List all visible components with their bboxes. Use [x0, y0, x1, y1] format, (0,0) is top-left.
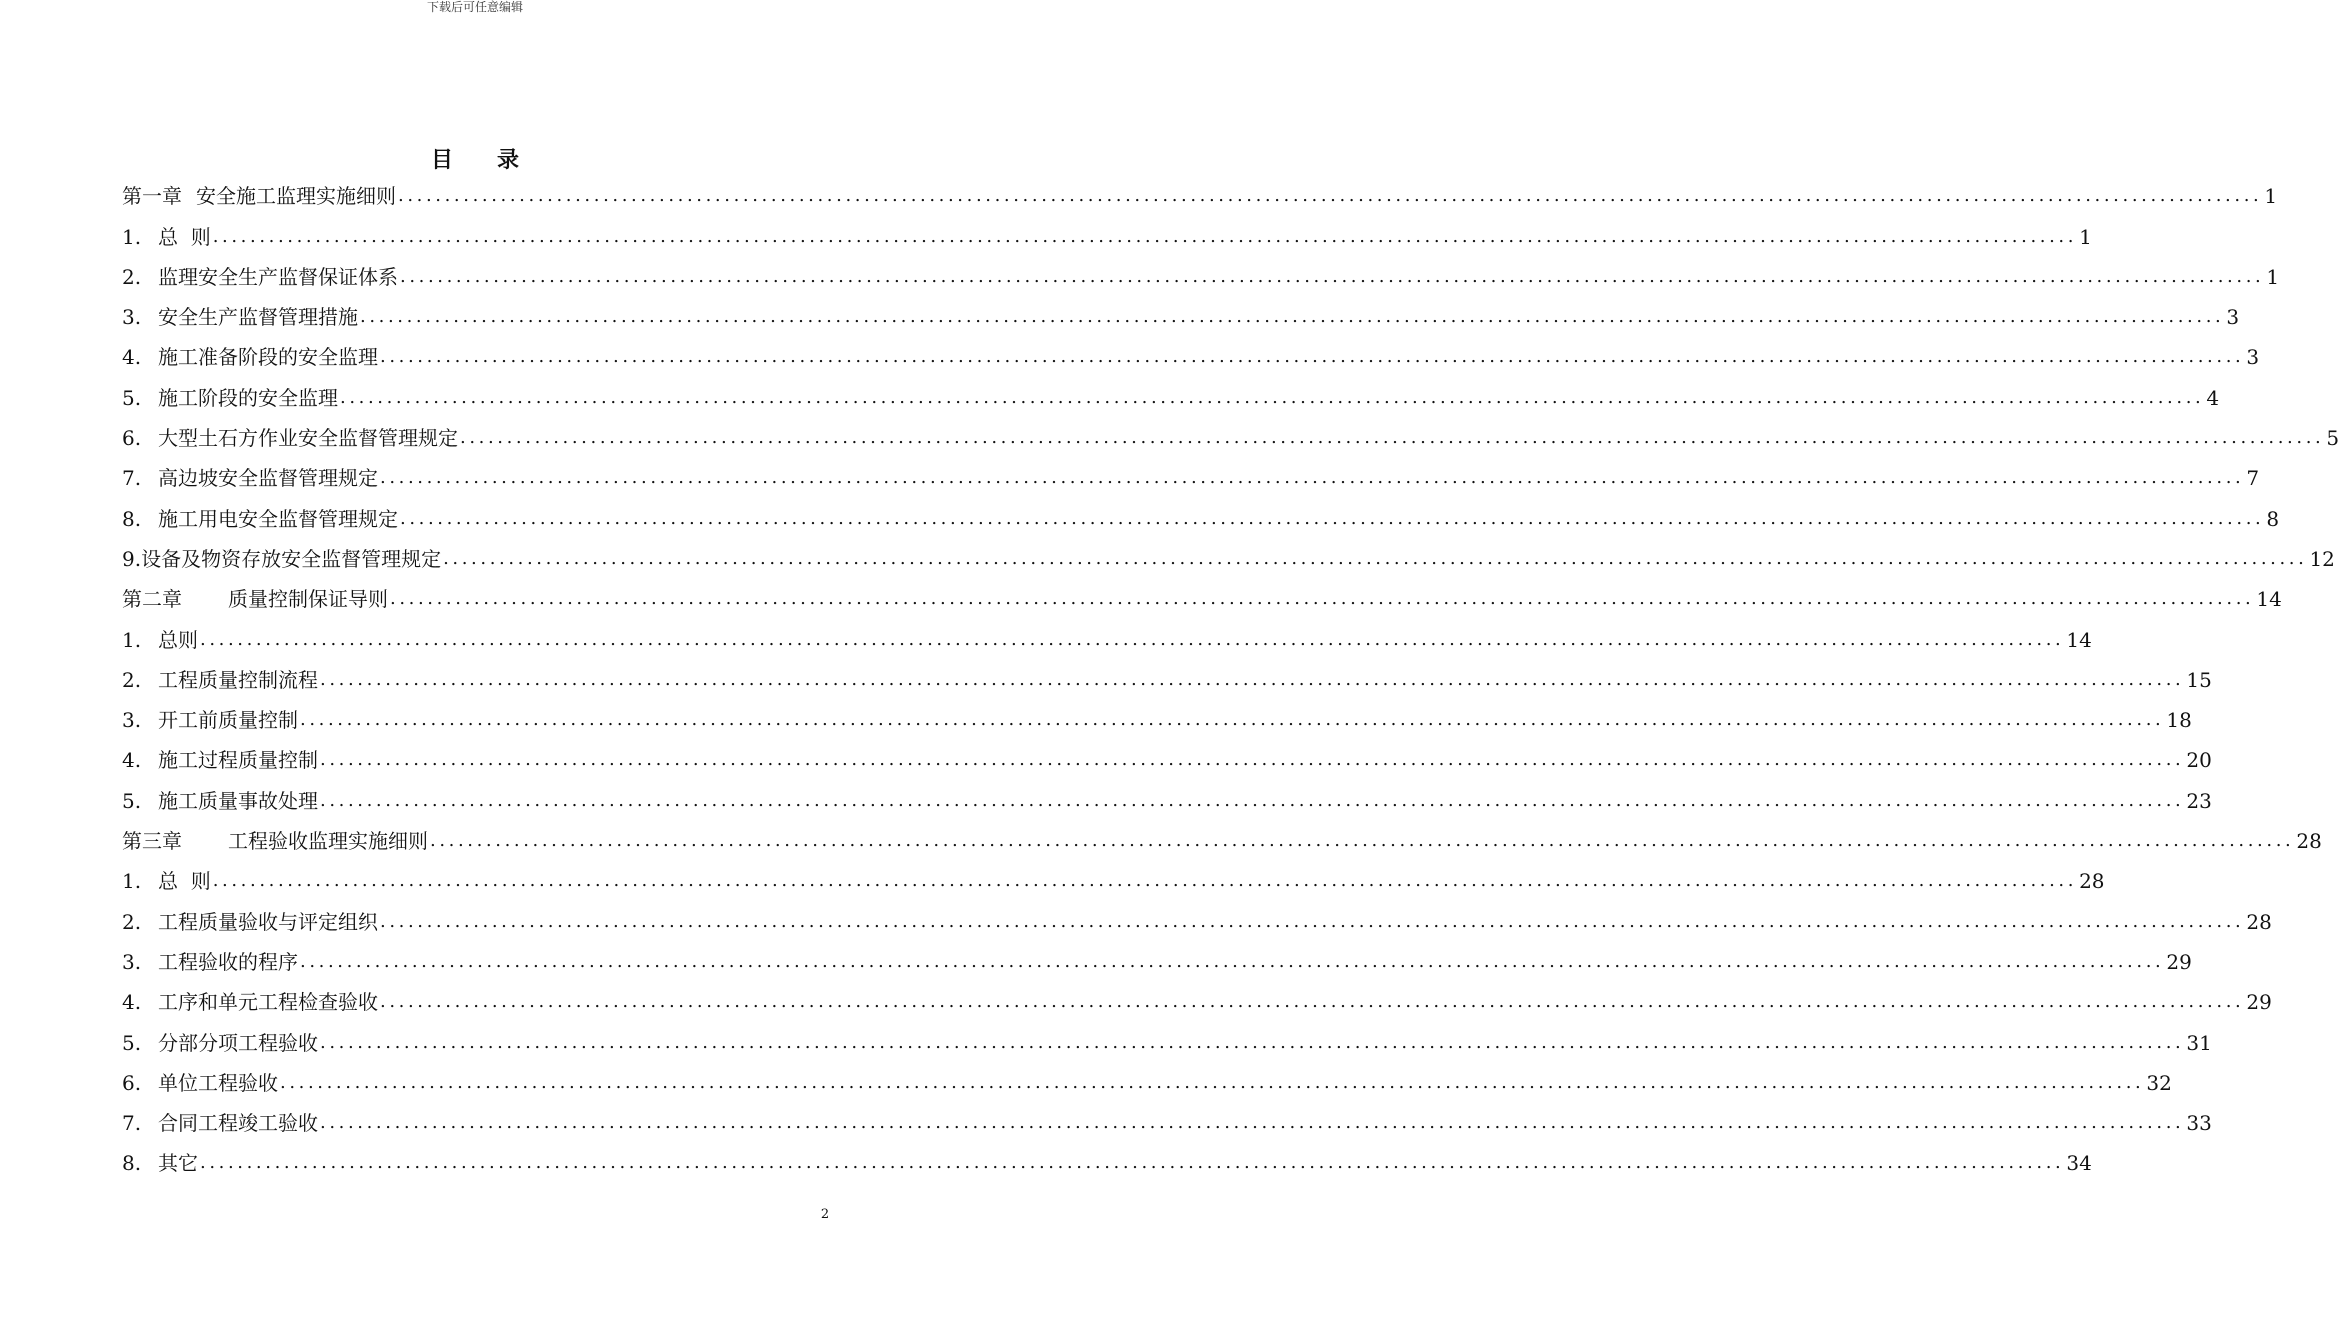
- toc-item-entry[interactable]: [122, 982, 2272, 1022]
- toc-page-number: 7: [2246, 466, 2260, 491]
- toc-dot-leader: ........................................................................................................................................................................................................: [443, 547, 2308, 569]
- toc-item-entry[interactable]: [122, 700, 2192, 740]
- toc-chapter-entry[interactable]: [122, 176, 2278, 216]
- toc-item-entry[interactable]: [122, 498, 2280, 538]
- toc-page-number: 31: [2186, 1030, 2212, 1055]
- toc-dot-leader: ........................................................................................................................................................................................................: [430, 830, 2295, 852]
- toc-page-number: 28: [2079, 869, 2105, 894]
- toc-entry-text: 合同工程竣工验收: [158, 1111, 318, 1136]
- toc-entry-label: [122, 1143, 198, 1183]
- toc-entry-text: 施工过程质量控制: [158, 748, 318, 773]
- toc-item-entry[interactable]: [122, 418, 2339, 458]
- toc-item-entry[interactable]: [122, 458, 2260, 498]
- toc-dot-leader: ........................................................................................................................................................................................................: [300, 950, 2165, 972]
- toc-entry-label: [122, 458, 378, 498]
- toc-chapter-number: 第一章: [122, 184, 182, 209]
- toc-item-entry[interactable]: [122, 740, 2212, 780]
- toc-entry-label: [122, 1063, 278, 1103]
- toc-item-entry[interactable]: [122, 1022, 2212, 1062]
- toc-entry-text: 工序和单元工程检查验收: [158, 990, 378, 1015]
- toc-entry-number: 5.: [122, 788, 142, 813]
- toc-title: [0, 143, 950, 174]
- toc-entry-label: [122, 297, 358, 337]
- toc-page-number: 18: [2166, 708, 2192, 733]
- toc-entry-text: 单位工程验收: [158, 1070, 278, 1095]
- toc-entry-label: [122, 620, 198, 660]
- toc-entry-number: 4.: [122, 748, 142, 773]
- toc-entry-number: 8.: [122, 506, 142, 531]
- toc-entry-text: 高边坡安全监督管理规定: [158, 466, 378, 491]
- toc-page-number: 29: [2246, 990, 2272, 1015]
- toc-entry-label: [122, 539, 441, 579]
- toc-entry-text: 工程质量验收与评定组织: [158, 909, 378, 934]
- toc-entry-label: [122, 942, 298, 982]
- toc-entry-number: 3.: [122, 708, 142, 733]
- toc-dot-leader: ........................................................................................................................................................................................................: [460, 427, 2325, 449]
- toc-entry-label: [122, 781, 318, 821]
- toc-entry-text: 监理安全生产监督保证体系: [158, 264, 398, 289]
- page-number: 2: [820, 1207, 830, 1222]
- toc-dot-leader: ........................................................................................................................................................................................................: [360, 306, 2225, 328]
- toc-entry-label: [122, 176, 396, 216]
- toc-dot-leader: ........................................................................................................................................................................................................: [320, 789, 2185, 811]
- toc-dot-leader: ........................................................................................................................................................................................................: [300, 709, 2165, 731]
- toc-dot-leader: ........................................................................................................................................................................................................: [212, 225, 2078, 247]
- toc-entry-text: 总则: [158, 627, 198, 652]
- toc-item-entry[interactable]: [122, 619, 2092, 659]
- toc-page-number: 4: [2206, 385, 2220, 410]
- toc-page-number: 28: [2246, 909, 2272, 934]
- toc-entry-number: 2.: [122, 667, 142, 692]
- toc-item-entry[interactable]: [122, 1063, 2172, 1103]
- toc-item-entry[interactable]: [122, 660, 2212, 700]
- toc-dot-leader: ........................................................................................................................................................................................................: [400, 507, 2265, 529]
- toc-title-right: 录: [497, 148, 520, 173]
- toc-page-number: 29: [2166, 949, 2192, 974]
- toc-dot-leader: ........................................................................................................................................................................................................: [200, 1152, 2065, 1174]
- toc-item-entry[interactable]: [122, 539, 2335, 579]
- toc-dot-leader: ........................................................................................................................................................................................................: [200, 628, 2065, 650]
- toc-chapter-number: 第二章: [122, 587, 182, 612]
- toc-page-number: 33: [2186, 1111, 2212, 1136]
- toc-entry-number: 1.: [122, 627, 142, 652]
- toc-entry-label: [122, 861, 211, 901]
- header-note: 下载后可任意编辑: [426, 0, 523, 14]
- toc-page-number: 23: [2186, 788, 2212, 813]
- toc-item-entry[interactable]: [122, 216, 2092, 256]
- toc-entry-text: 安全施工监理实施细则: [196, 184, 396, 209]
- toc-entry-label: [122, 902, 378, 942]
- toc-entry-text: 施工准备阶段的安全监理: [158, 345, 378, 370]
- toc-entry-text: 工程验收的程序: [158, 949, 298, 974]
- toc-entry-text: 安全生产监督管理措施: [158, 305, 358, 330]
- toc-entry-label: [122, 1023, 318, 1063]
- toc-entry-text: 工程验收监理实施细则: [228, 829, 428, 854]
- toc-entry-number: 1.: [122, 224, 142, 249]
- toc-page-number: 34: [2066, 1151, 2092, 1176]
- toc-entry-text: 施工用电安全监督管理规定: [158, 506, 398, 531]
- toc-entry-number: 3.: [122, 949, 142, 974]
- toc-title-left: 目: [430, 148, 453, 173]
- toc-page-number: 8: [2266, 506, 2280, 531]
- toc-entry-label: [122, 257, 398, 297]
- toc-page-number: 15: [2186, 667, 2212, 692]
- toc-page-number: 3: [2226, 305, 2240, 330]
- toc-dot-leader: ........................................................................................................................................................................................................: [340, 386, 2205, 408]
- toc-page-number: 5: [2326, 426, 2339, 451]
- toc-page-number: 28: [2296, 829, 2322, 854]
- toc-item-entry[interactable]: [122, 1103, 2212, 1143]
- toc-item-entry[interactable]: [122, 901, 2272, 941]
- toc-entry-label: [122, 418, 458, 458]
- toc-entry-number: 5.: [122, 1030, 142, 1055]
- toc-entry-number: 7.: [122, 466, 142, 491]
- toc-entry-text: 其它: [158, 1151, 198, 1176]
- toc-dot-leader: ........................................................................................................................................................................................................: [380, 467, 2245, 489]
- toc-item-entry[interactable]: [122, 780, 2212, 820]
- toc-entry-label: [122, 499, 398, 539]
- toc-entry-number: 2.: [122, 909, 142, 934]
- toc-dot-leader: ........................................................................................................................................................................................................: [320, 1112, 2185, 1134]
- toc-entry-label: [122, 217, 211, 257]
- toc-entry-label: [122, 982, 378, 1022]
- toc-dot-leader: ........................................................................................................................................................................................................: [320, 749, 2185, 771]
- toc-page-number: 1: [2266, 264, 2280, 289]
- toc-chapter-entry[interactable]: [122, 821, 2322, 861]
- toc-page-number: 14: [2256, 587, 2282, 612]
- toc-page-number: 3: [2246, 345, 2260, 370]
- toc-page-number: 1: [2264, 184, 2278, 209]
- toc-entry-text: 总 则: [158, 869, 211, 894]
- toc-entry-text: 设备及物资存放安全监督管理规定: [141, 546, 442, 571]
- toc-item-entry[interactable]: [122, 861, 2105, 901]
- toc-entry-number: 9.: [122, 546, 142, 571]
- toc-dot-leader: ........................................................................................................................................................................................................: [380, 346, 2245, 368]
- toc-entry-label: [122, 740, 318, 780]
- toc-item-entry[interactable]: [122, 1143, 2092, 1183]
- toc-entry-text: 质量控制保证导则: [228, 587, 388, 612]
- toc-dot-leader: ........................................................................................................................................................................................................: [380, 991, 2245, 1013]
- toc-entry-label: [122, 700, 298, 740]
- toc-entry-number: 4.: [122, 990, 142, 1015]
- toc-entry-label: [122, 660, 318, 700]
- toc-entry-number: 2.: [122, 264, 142, 289]
- toc-dot-leader: ........................................................................................................................................................................................................: [212, 870, 2078, 892]
- toc-chapter-entry[interactable]: [122, 579, 2282, 619]
- toc-entry-text: 工程质量控制流程: [158, 667, 318, 692]
- toc-entry-number: 5.: [122, 385, 142, 410]
- toc-entry-number: 1.: [122, 869, 142, 894]
- toc-chapter-number: 第三章: [122, 829, 182, 854]
- toc-item-entry[interactable]: [122, 337, 2260, 377]
- toc-entry-number: 4.: [122, 345, 142, 370]
- toc-entry-text: 总 则: [158, 224, 211, 249]
- toc-item-entry[interactable]: [122, 297, 2240, 337]
- toc-dot-leader: ........................................................................................................................................................................................................: [398, 185, 2263, 207]
- toc-entry-number: 3.: [122, 305, 142, 330]
- toc-page-number: 20: [2186, 748, 2212, 773]
- toc-dot-leader: ........................................................................................................................................................................................................: [320, 668, 2185, 690]
- toc-entry-label: [122, 378, 338, 418]
- toc-entry-label: [122, 579, 388, 619]
- toc-entry-text: 施工质量事故处理: [158, 788, 318, 813]
- toc-page-number: 12: [2309, 546, 2335, 571]
- toc-entry-label: [122, 821, 428, 861]
- toc-entry-text: 大型土石方作业安全监督管理规定: [158, 426, 458, 451]
- toc-dot-leader: ........................................................................................................................................................................................................: [380, 910, 2245, 932]
- toc-item-entry[interactable]: [122, 942, 2192, 982]
- toc-entry-number: 6.: [122, 426, 142, 451]
- toc-page-number: 14: [2066, 627, 2092, 652]
- toc-entry-text: 施工阶段的安全监理: [158, 385, 338, 410]
- toc-entry-text: 开工前质量控制: [158, 708, 298, 733]
- toc-entry-number: 6.: [122, 1070, 142, 1095]
- toc-dot-leader: ........................................................................................................................................................................................................: [390, 588, 2255, 610]
- toc-page-number: 32: [2146, 1070, 2172, 1095]
- toc-dot-leader: ........................................................................................................................................................................................................: [280, 1071, 2145, 1093]
- toc-list: [122, 176, 2339, 1183]
- toc-entry-number: 7.: [122, 1111, 142, 1136]
- toc-entry-text: 分部分项工程验收: [158, 1030, 318, 1055]
- toc-page-number: 1: [2079, 224, 2092, 249]
- toc-item-entry[interactable]: [122, 257, 2280, 297]
- toc-item-entry[interactable]: [122, 377, 2220, 417]
- toc-entry-label: [122, 337, 378, 377]
- toc-entry-number: 8.: [122, 1151, 142, 1176]
- toc-dot-leader: ........................................................................................................................................................................................................: [400, 265, 2265, 287]
- toc-dot-leader: ........................................................................................................................................................................................................: [320, 1031, 2185, 1053]
- toc-entry-label: [122, 1103, 318, 1143]
